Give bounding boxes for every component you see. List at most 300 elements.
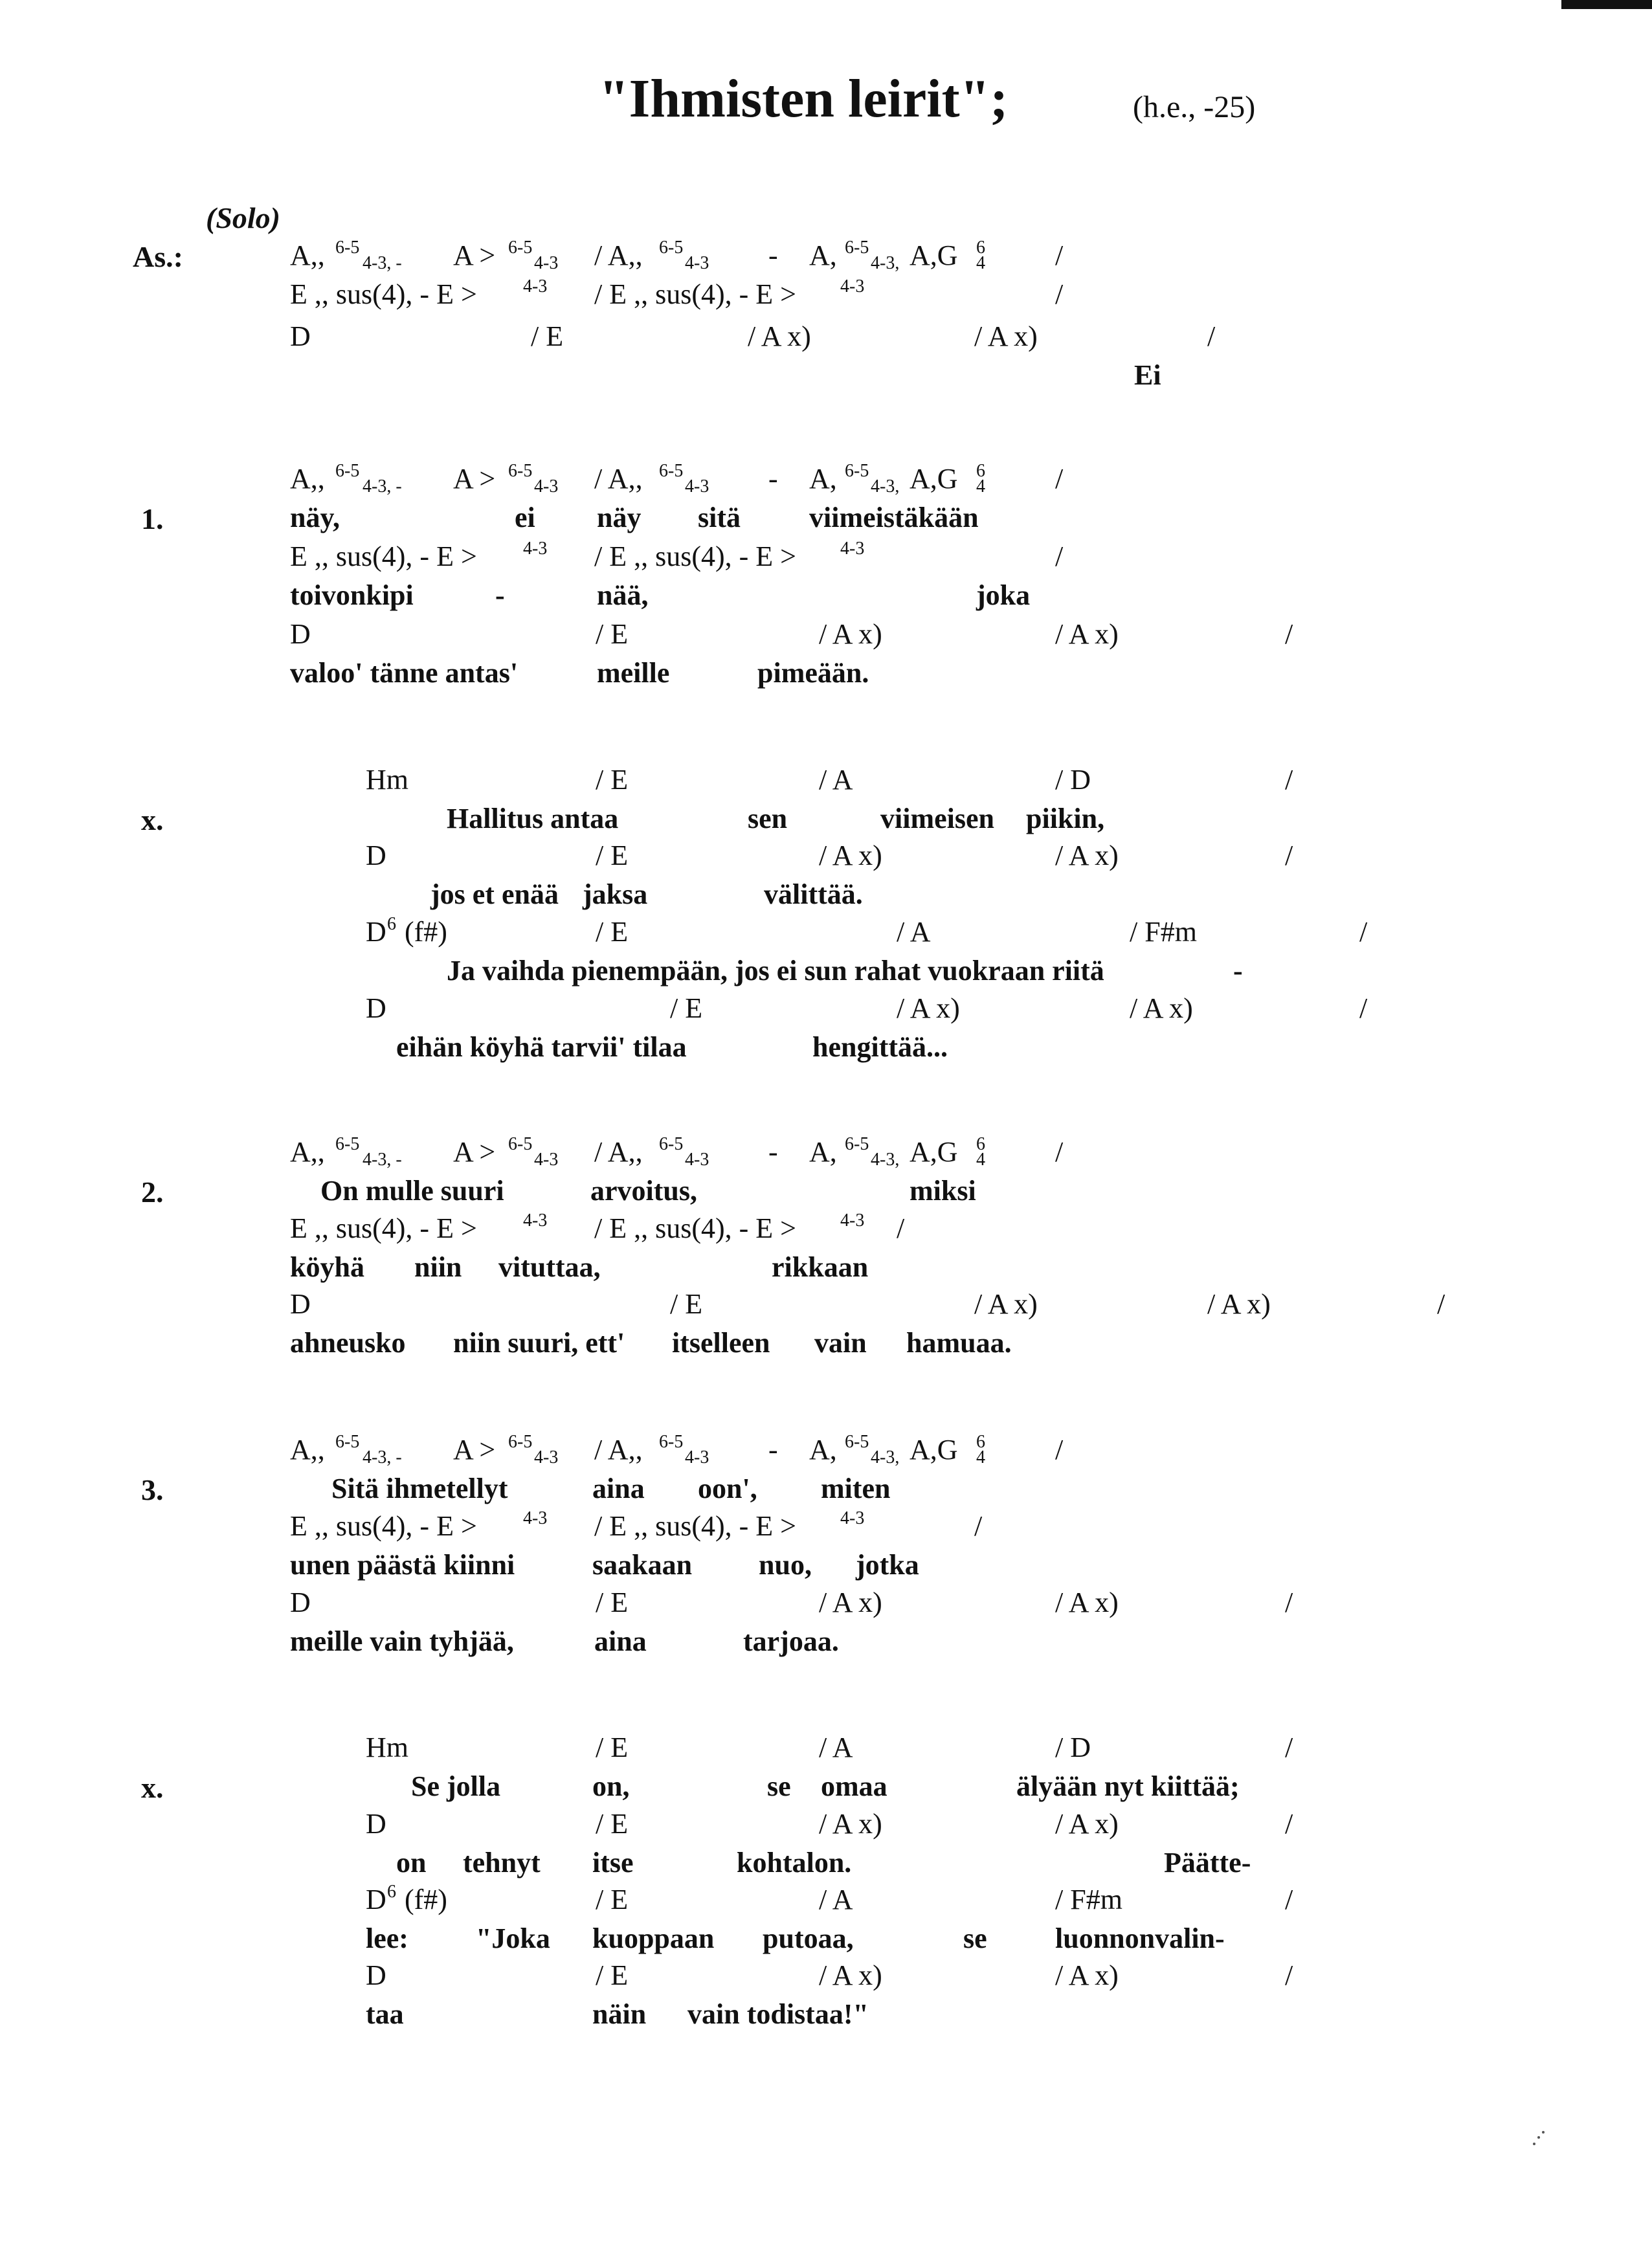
chord-token: / (1285, 1732, 1293, 1763)
chord-token-wrap (910, 460, 958, 498)
chord-token: / (1055, 1434, 1064, 1466)
chord-line (0, 1431, 1652, 1469)
chord-token: 4 (976, 253, 985, 273)
lyric-word-wrap (597, 576, 648, 615)
lyric-word-wrap (463, 1844, 541, 1882)
chord-token-wrap (1130, 989, 1193, 1028)
chord-token: 6 (976, 238, 985, 258)
chord-token-wrap (819, 1805, 882, 1844)
chord-token: / A x) (819, 1959, 882, 1991)
chord-token-wrap (534, 1133, 558, 1176)
lyric-word: meille vain tyhjää, (290, 1625, 514, 1657)
chord-token-wrap (768, 1431, 778, 1469)
chord-token-wrap (290, 1285, 311, 1324)
chord-token-wrap (290, 236, 325, 275)
chord-token-wrap (845, 1133, 869, 1176)
lyric-line (0, 1172, 1652, 1210)
chord-token-wrap (335, 236, 359, 279)
chord-token-wrap (366, 1728, 408, 1767)
chord-token: 6 (387, 914, 396, 934)
chord-token: 4-3 (523, 1508, 548, 1528)
lyric-word-wrap (414, 1248, 462, 1287)
lyric-word: vituttaa, (498, 1251, 601, 1283)
chord-token-wrap (335, 1431, 359, 1473)
chord-token: 4-3 (534, 1150, 559, 1170)
lyric-line (0, 1919, 1652, 1958)
chord-token-wrap (1055, 275, 1063, 314)
chord-token-wrap (685, 1431, 709, 1473)
chord-line (0, 836, 1652, 875)
lyric-word: se (767, 1770, 791, 1802)
chord-token: 4 (976, 476, 985, 496)
chord-token-wrap (596, 1805, 628, 1844)
lyric-line (0, 799, 1652, 838)
lyric-word: oon', (698, 1473, 757, 1504)
chord-token-wrap (290, 460, 325, 498)
chord-token-wrap (910, 1431, 958, 1469)
lyric-line (0, 1248, 1652, 1287)
lyric-word: hamuaa. (906, 1327, 1012, 1359)
lyric-word-wrap (592, 1844, 634, 1882)
chord-token-wrap (840, 275, 864, 318)
lyric-word-wrap (906, 1324, 1012, 1363)
chord-token-wrap (335, 1133, 359, 1176)
chord-token: D (290, 320, 311, 352)
lyric-word: nää, (597, 579, 649, 611)
chord-token: / (1055, 541, 1064, 572)
lyric-word-wrap (396, 1028, 687, 1067)
lyric-line (0, 1028, 1652, 1067)
chord-token: / (1055, 240, 1064, 271)
chord-token-wrap (453, 236, 495, 275)
chord-token: / F#m (1130, 916, 1197, 948)
lyric-word: On mulle suuri (320, 1175, 504, 1207)
lyric-word: köyhä (290, 1251, 364, 1283)
chord-token: 4-3 (534, 1447, 559, 1467)
chord-token: / A x) (819, 1808, 882, 1840)
chord-token: / (1055, 463, 1064, 495)
scan-speck (1542, 2131, 1545, 2134)
chord-token-wrap (1437, 1285, 1445, 1324)
chord-token: A,G (910, 1136, 958, 1168)
chord-token-wrap (405, 1880, 447, 1919)
chord-token-wrap (1055, 1956, 1119, 1995)
lyric-word: näy, (290, 502, 340, 533)
lyric-word: arvoitus, (590, 1175, 697, 1207)
chord-token: / E (596, 916, 629, 948)
chord-token-wrap (453, 460, 495, 498)
chord-token-wrap (290, 1507, 477, 1546)
chord-token-wrap (845, 460, 869, 502)
lyric-word-wrap (331, 1469, 508, 1508)
lyric-word: piikin, (1026, 803, 1105, 834)
chord-line (0, 913, 1652, 952)
chord-token-wrap (809, 236, 837, 275)
lyric-word: älyään nyt kiittää; (1016, 1770, 1240, 1802)
lyric-word-wrap (476, 1919, 550, 1958)
chord-token-wrap (405, 913, 447, 952)
chord-token-wrap (1285, 1805, 1293, 1844)
lyric-word-wrap (1026, 799, 1104, 838)
chord-token-wrap (659, 1431, 683, 1473)
chord-token-wrap (897, 989, 960, 1028)
lyric-word-wrap (592, 1995, 646, 2034)
chord-token-wrap (1055, 615, 1119, 654)
chord-token: / E (596, 764, 629, 796)
chord-token: / A x) (748, 320, 811, 352)
chord-token-wrap (363, 1133, 402, 1176)
lyric-word: sitä (698, 502, 741, 533)
lyric-word: meille (597, 657, 670, 689)
chord-token-wrap (1285, 1583, 1293, 1622)
lyric-line (0, 875, 1652, 914)
chord-token: A, (809, 240, 837, 271)
chord-token-wrap (1285, 615, 1293, 654)
chord-token-wrap (508, 1133, 532, 1176)
chord-token-wrap (363, 460, 402, 502)
chord-token-wrap (685, 1133, 709, 1176)
chord-token: / (974, 1510, 983, 1542)
chord-token-wrap (1055, 460, 1063, 498)
chord-token: - (768, 1434, 778, 1466)
lyric-word-wrap (821, 1469, 891, 1508)
chord-token-wrap (534, 1431, 558, 1473)
chord-token-wrap (594, 460, 643, 498)
chord-token: A > (453, 240, 496, 271)
lyric-word: se (963, 1923, 987, 1954)
lyric-word-wrap (976, 576, 1030, 615)
chord-token-wrap (748, 317, 811, 356)
chord-token: / (1055, 278, 1064, 310)
chord-token: - (768, 463, 778, 495)
chord-token-wrap (531, 317, 563, 356)
lyric-word: eihän köyhä tarvii' tilaa (396, 1031, 687, 1063)
chord-token-wrap (596, 1583, 628, 1622)
lyric-word-wrap (453, 1324, 625, 1363)
chord-token-wrap (819, 836, 882, 875)
chord-token: D (366, 992, 386, 1024)
chord-token: D (290, 618, 311, 650)
chord-token: / E (596, 1808, 629, 1840)
lyric-word-wrap (1134, 356, 1161, 395)
chord-token: 6-5 (659, 461, 684, 481)
lyric-word-wrap (592, 1546, 692, 1585)
lyric-word: itselleen (672, 1327, 770, 1359)
chord-token-wrap (819, 1728, 853, 1767)
lyric-line (0, 654, 1652, 693)
chord-token-wrap (366, 1880, 386, 1919)
lyric-word: miksi (910, 1175, 976, 1207)
chord-token-wrap (809, 1133, 837, 1172)
chord-token-wrap (974, 1285, 1038, 1324)
chord-token: 6-5 (659, 238, 684, 258)
chord-token: A,, (290, 240, 325, 271)
lyric-word-wrap (698, 1469, 757, 1508)
lyric-word: tehnyt (463, 1847, 541, 1878)
chord-token: 6-5 (659, 1134, 684, 1154)
lyric-word-wrap (672, 1324, 770, 1363)
chord-token-wrap (290, 275, 477, 314)
lyric-word-wrap (772, 1248, 868, 1287)
chord-token-wrap (809, 1431, 837, 1469)
chord-token-wrap (897, 1209, 904, 1248)
chord-token: A,, (290, 1136, 325, 1168)
lyric-word-wrap (290, 654, 518, 693)
chord-token: E ,, sus(4), - E > (290, 278, 477, 310)
chord-token-wrap (845, 1431, 869, 1473)
chord-token-wrap (974, 317, 1038, 356)
chord-token-wrap (534, 236, 558, 279)
chord-token: 6-5 (508, 1134, 533, 1154)
lyric-word: on (396, 1847, 427, 1878)
chord-token-wrap (976, 236, 985, 279)
chord-token: / (1285, 1587, 1293, 1618)
lyric-word: valoo' tänne antas' (290, 657, 519, 689)
chord-token-wrap (819, 1583, 882, 1622)
chord-token: / E ,, sus(4), - E > (594, 1510, 796, 1542)
lyric-word-wrap (767, 1767, 791, 1806)
chord-token: / A x) (1055, 840, 1119, 871)
chord-token: / A x) (1055, 1959, 1119, 1991)
lyric-word-wrap (748, 799, 787, 838)
lyric-word: tarjoaa. (743, 1625, 839, 1657)
chord-token: / A x) (974, 1288, 1038, 1320)
chord-token-wrap (974, 1507, 982, 1546)
lyric-word: näin (592, 1998, 647, 2030)
lyric-line (0, 356, 1652, 395)
lyric-line (0, 952, 1652, 990)
chord-token: 4-3 (840, 1508, 865, 1528)
chord-token: / (1285, 764, 1293, 796)
chord-token: (f#) (405, 916, 447, 948)
solo-label: (Solo) (206, 201, 280, 234)
lyric-word: ei (515, 502, 535, 533)
lyric-word-wrap (495, 576, 505, 615)
chord-token-wrap (871, 460, 899, 502)
lyric-word-wrap (812, 1028, 948, 1067)
chord-token: / (1437, 1288, 1446, 1320)
section-label: 1. (141, 502, 164, 535)
chord-token: 4-3 (685, 1150, 709, 1170)
lyric-word: rikkaan (772, 1251, 869, 1283)
lyric-word: lee: (366, 1923, 408, 1954)
chord-token-wrap (910, 1133, 958, 1172)
section-label: 3. (141, 1473, 164, 1506)
chord-token: A,, (290, 1434, 325, 1466)
lyric-line (0, 498, 1652, 537)
chord-token: / E (531, 320, 564, 352)
chord-token-wrap (523, 1507, 547, 1550)
lyric-word-wrap (910, 1172, 976, 1210)
chord-token: 4-3, - (363, 1447, 402, 1467)
lyric-word-wrap (759, 1546, 812, 1585)
chord-token-wrap (910, 236, 958, 275)
chord-token: / A x) (819, 1587, 882, 1618)
chord-line (0, 1956, 1652, 1995)
chord-token-wrap (508, 1431, 532, 1473)
chord-token: 6-5 (508, 461, 533, 481)
lyric-word: näy (597, 502, 642, 533)
chord-token: 4-3 (840, 276, 865, 296)
lyric-word: Se jolla (411, 1770, 501, 1802)
chord-token: / (1359, 916, 1368, 948)
chord-token: 4-3, (871, 476, 900, 496)
chord-token-wrap (1285, 1956, 1293, 1995)
scan-speck (1537, 2136, 1540, 2139)
section-label: 2. (141, 1176, 164, 1209)
chord-token: A,, (290, 463, 325, 495)
chord-token-wrap (453, 1431, 495, 1469)
chord-token-wrap (819, 1956, 882, 1995)
chord-line (0, 1880, 1652, 1919)
lyric-word-wrap (447, 799, 618, 838)
chord-token-wrap (596, 836, 628, 875)
lyric-word-wrap (737, 1844, 851, 1882)
lyric-word: - (1233, 955, 1243, 987)
chord-token: - (768, 1136, 778, 1168)
chord-token: / D (1055, 764, 1091, 796)
lyric-line (0, 1469, 1652, 1508)
lyric-word: hengittää... (812, 1031, 948, 1063)
chord-token: A,G (910, 240, 958, 271)
lyric-line (0, 576, 1652, 615)
lyric-word-wrap (320, 1172, 504, 1210)
lyric-word: unen päästä kiinni (290, 1549, 515, 1581)
lyric-word-wrap (597, 498, 641, 537)
lyric-word: taa (366, 1998, 404, 2030)
chord-token-wrap (594, 1507, 796, 1546)
chord-token: 6-5 (508, 238, 533, 258)
lyric-word: aina (592, 1473, 645, 1504)
lyric-word-wrap (1164, 1844, 1251, 1882)
chord-token-wrap (290, 1209, 477, 1248)
chord-token: / A,, (594, 1136, 643, 1168)
chord-token: 4-3, (871, 1447, 900, 1467)
lyric-word-wrap (687, 1995, 869, 2034)
scan-speck (1533, 2143, 1535, 2145)
lyric-word: putoaa, (763, 1923, 854, 1954)
chord-token-wrap (659, 1133, 683, 1176)
chord-line (0, 275, 1652, 314)
chord-token: / D (1055, 1732, 1091, 1763)
chord-token: 4-3, (871, 253, 900, 273)
chord-token-wrap (596, 1728, 628, 1767)
chord-token: A > (453, 1434, 496, 1466)
chord-token-wrap (976, 1133, 985, 1176)
chord-token: D (366, 1959, 386, 1991)
chord-token-wrap (366, 836, 386, 875)
chord-token: / A,, (594, 240, 643, 271)
chord-token: 4-3 (534, 253, 559, 273)
chord-line (0, 1133, 1652, 1172)
chord-token: / A x) (1055, 1587, 1119, 1618)
chord-token-wrap (670, 989, 702, 1028)
chord-token-wrap (1055, 537, 1063, 576)
lyric-word-wrap (498, 1248, 601, 1287)
chord-token-wrap (596, 913, 628, 952)
chord-token: / E (596, 1732, 629, 1763)
chord-token: / A x) (1130, 992, 1193, 1024)
lyric-word: viimeisen (880, 803, 994, 834)
lyric-word-wrap (594, 1622, 647, 1661)
lyric-word: niin (414, 1251, 462, 1283)
chord-token-wrap (596, 1880, 628, 1919)
chord-token-wrap (871, 1133, 899, 1176)
chord-token-wrap (1207, 1285, 1271, 1324)
chord-token: 6-5 (508, 1432, 533, 1452)
lyric-word-wrap (290, 1248, 364, 1287)
lyric-word-wrap (515, 498, 535, 537)
chord-token: / (1207, 320, 1216, 352)
chord-token: / A x) (819, 618, 882, 650)
chord-token: / A x) (897, 992, 960, 1024)
chord-token-wrap (1359, 913, 1367, 952)
chord-token: A, (809, 1434, 837, 1466)
chord-token: 4-3 (523, 539, 548, 559)
chord-token-wrap (508, 460, 532, 502)
chord-token-wrap (768, 460, 778, 498)
chord-line (0, 1805, 1652, 1844)
chord-token-wrap (1055, 1431, 1063, 1469)
chord-token-wrap (1055, 1805, 1119, 1844)
chord-token: 4-3 (534, 476, 559, 496)
chord-token: / (1285, 840, 1293, 871)
chord-token: A > (453, 1136, 496, 1168)
chord-token: D (366, 1808, 386, 1840)
chord-line (0, 1209, 1652, 1248)
lyric-word: - (495, 579, 505, 611)
chord-token: / A x) (1055, 618, 1119, 650)
chord-token: / E (670, 1288, 703, 1320)
lyric-line (0, 1995, 1652, 2034)
chord-token-wrap (871, 1431, 899, 1473)
chord-token: A > (453, 463, 496, 495)
chord-token: 6-5 (335, 461, 360, 481)
chord-token-wrap (768, 236, 778, 275)
lyric-word-wrap (809, 498, 979, 537)
chord-token-wrap (366, 761, 408, 799)
lyric-word-wrap (290, 1324, 406, 1363)
lyric-word: luonnonvalin- (1055, 1923, 1225, 1954)
chord-token-wrap (840, 537, 864, 580)
lyric-word-wrap (366, 1919, 408, 1958)
chord-token-wrap (534, 460, 558, 502)
chord-token-wrap (594, 1133, 643, 1172)
chord-token-wrap (366, 1956, 386, 1995)
chord-token: E ,, sus(4), - E > (290, 541, 477, 572)
chord-token: / A x) (1055, 1808, 1119, 1840)
chord-token: / A x) (819, 840, 882, 871)
chord-token: 4-3 (840, 1210, 865, 1231)
chord-token: 6 (387, 1882, 396, 1902)
chord-line (0, 989, 1652, 1028)
section-label: x. (141, 803, 164, 836)
chord-token: A, (809, 1136, 837, 1168)
chord-token: / F#m (1055, 1884, 1122, 1915)
lyric-word: vain (814, 1327, 867, 1359)
chord-token: 4-3 (523, 276, 548, 296)
title-note: (h.e., -25) (1133, 90, 1256, 124)
lyric-word-wrap (880, 799, 994, 838)
chord-token-wrap (1055, 236, 1063, 275)
chord-token: / A (819, 764, 853, 796)
chord-token: 6-5 (845, 238, 869, 258)
chord-token-wrap (840, 1209, 864, 1252)
chord-line (0, 761, 1652, 799)
chord-token-wrap (1055, 1880, 1122, 1919)
lyric-word-wrap (764, 875, 863, 914)
chord-token: Hm (366, 1732, 408, 1763)
